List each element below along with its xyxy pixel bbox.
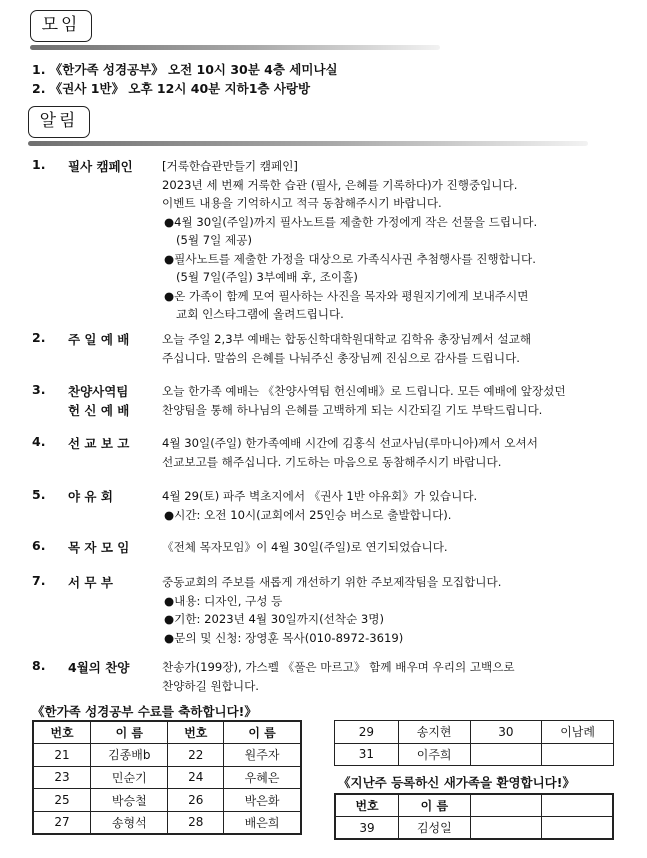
notices-tab: 알림 <box>28 106 90 138</box>
cell-number: 31 <box>335 743 399 766</box>
notice-text-line: 선교보고를 해주십니다. 기도하는 마음으로 동참해주시기 바랍니다. <box>162 454 502 469</box>
gathering-tab: 모임 <box>30 10 92 42</box>
header-number: 번호 <box>33 721 91 744</box>
notice-text-line: 찬양팀을 통해 하나님의 은혜를 고백하게 되는 시간되길 기도 부탁드립니다. <box>162 402 543 417</box>
notice-text-line: 교회 인스타그램에 올려드립니다. <box>176 307 344 321</box>
header-name: 이 름 <box>399 794 471 817</box>
cell-name: 우혜은 <box>224 766 301 789</box>
cell-number: 27 <box>33 811 91 834</box>
notice-label-line: 찬양사역팀 <box>68 384 129 399</box>
notice-number: 7. <box>32 573 46 588</box>
header-empty <box>470 794 541 817</box>
cell-name: 박승철 <box>91 789 168 812</box>
cell-number: 25 <box>33 789 91 812</box>
cell-name <box>542 817 613 840</box>
notice-text-line: 《전체 목자모임》이 4월 30일(주일)로 연기되었습니다. <box>162 540 448 554</box>
cell-name: 박은화 <box>224 789 301 812</box>
notice-label-line: 야 유 회 <box>68 489 113 504</box>
notice-body <box>162 573 642 647</box>
table-row <box>33 744 301 767</box>
cell-number: 39 <box>335 817 399 840</box>
notice-number: 2. <box>32 330 46 345</box>
notice-label-line: 선 교 보 고 <box>68 436 130 451</box>
new-family-header-row <box>335 794 613 817</box>
notice-label-line: 4월의 찬양 <box>68 660 130 675</box>
table-row <box>33 766 301 789</box>
cell-name: 민순기 <box>91 766 168 789</box>
cell-name: 송형석 <box>91 811 168 834</box>
header-empty <box>542 794 613 817</box>
table-row <box>33 811 301 834</box>
cell-name: 원주자 <box>224 744 301 767</box>
notice-bullet: ●4월 30일(주일)까지 필사노트를 제출한 가정에게 작은 선물을 드립니다. <box>164 214 538 229</box>
notice-bullet: ●내용: 디자인, 구성 등 <box>164 593 283 608</box>
notice-text-line: (5월 7일 제공) <box>176 233 252 247</box>
notice-text-line: 오늘 한가족 예배는 《찬양사역팀 헌신예배》로 드립니다. 모든 예배에 앞장섰던 <box>162 384 566 398</box>
study-completion-header-row <box>33 721 301 744</box>
table-row <box>335 817 613 840</box>
table-row <box>335 721 614 744</box>
new-family-table <box>334 793 614 840</box>
study-completion-table <box>32 720 302 835</box>
header-name: 이 름 <box>224 721 301 744</box>
notice-number: 1. <box>32 157 46 172</box>
cell-name: 김성일 <box>399 817 471 840</box>
notice-number: 3. <box>32 382 46 397</box>
notice-number: 5. <box>32 487 46 502</box>
gathering-line-1: 1. 《한가족 성경공부》 오전 10시 30분 4층 세미나실 <box>32 62 338 77</box>
notice-text-line: 오늘 주일 2,3부 예배는 합동신학대학원대학교 김학유 총장님께서 설교해 <box>162 332 532 346</box>
notice-body <box>162 434 642 471</box>
cell-number: 24 <box>168 766 224 789</box>
notice-label-line: 헌 신 예 배 <box>68 403 130 418</box>
notice-label-line: 서 무 부 <box>68 575 113 590</box>
cell-name <box>542 743 614 766</box>
header-number: 번호 <box>335 794 399 817</box>
cell-number: 29 <box>335 721 399 744</box>
notice-text-line: 이벤트 내용을 기억하시고 적극 동참해주시기 바랍니다. <box>162 196 442 210</box>
cell-name: 이주희 <box>398 743 470 766</box>
table-row <box>33 789 301 812</box>
notice-text-line: [거룩한습관만들기 캠페인] <box>162 159 298 173</box>
notices-divider <box>28 141 588 146</box>
notice-text-line: 4월 30일(주일) 한가족예배 시간에 김홍식 선교사님(루마니아)께서 오셔서 <box>162 436 538 450</box>
header-name: 이 름 <box>91 721 168 744</box>
cell-number: 30 <box>470 721 542 744</box>
cell-number: 28 <box>168 811 224 834</box>
notice-text-line: 찬양하길 원합니다. <box>162 678 259 693</box>
cell-name: 이남례 <box>542 721 614 744</box>
notice-text-line: 2023년 세 번째 거룩한 습관 (필사, 은혜를 기록하다)가 진행중입니다. <box>162 177 518 192</box>
notice-text-line: 중동교회의 주보를 새롭게 개선하기 위한 주보제작팀을 모집합니다. <box>162 575 502 589</box>
notice-text-line: 4월 29(토) 파주 벽초지에서 《권사 1반 야유회》가 있습니다. <box>162 489 478 503</box>
notice-text-line: (5월 7일(주일) 3부예배 후, 조이홀) <box>176 270 358 284</box>
cell-name: 송지현 <box>398 721 470 744</box>
notice-label-line: 필사 캠페인 <box>68 159 133 174</box>
notice-body <box>162 382 642 419</box>
cell-name: 김종배b <box>91 744 168 767</box>
cell-number: 21 <box>33 744 91 767</box>
notice-bullet: ●시간: 오전 10시(교회에서 25인승 버스로 출발합니다). <box>164 507 452 522</box>
cell-number <box>470 743 542 766</box>
table-row <box>335 743 614 766</box>
header-number: 번호 <box>168 721 224 744</box>
notice-text-line: 찬송가(199장), 가스펠 《풀은 마르고》 함께 배우며 우리의 고백으로 <box>162 660 515 674</box>
notice-number: 8. <box>32 658 46 673</box>
notice-body <box>162 538 642 557</box>
notice-bullet: ●문의 및 신청: 장영훈 목사(010-8972-3619) <box>164 630 404 645</box>
notice-label-line: 주 일 예 배 <box>68 332 130 347</box>
notice-number: 6. <box>32 538 46 553</box>
study-completion-heading: 《한가족 성경공부 수료를 축하합니다!》 <box>32 704 257 719</box>
study-completion-table-right <box>334 720 614 766</box>
cell-name: 배은희 <box>224 811 301 834</box>
notice-body <box>162 330 642 367</box>
cell-number <box>470 817 541 840</box>
cell-number: 26 <box>168 789 224 812</box>
notice-text-line: 주십니다. 말씀의 은혜를 나눠주신 총장님께 진심으로 감사를 드립니다. <box>162 350 520 365</box>
notice-bullet: ●필사노트를 제출한 가정을 대상으로 가족식사권 추첨행사를 진행합니다. <box>164 251 536 266</box>
notice-bullet: ●온 가족이 함께 모여 필사하는 사진을 목자와 평원지기에게 보내주시면 <box>164 288 529 303</box>
notice-label-line: 목 자 모 임 <box>68 540 130 555</box>
new-family-heading: 《지난주 등록하신 새가족을 환영합니다!》 <box>338 775 575 790</box>
notice-body <box>162 487 642 524</box>
cell-number: 23 <box>33 766 91 789</box>
cell-number: 22 <box>168 744 224 767</box>
notice-number: 4. <box>32 434 46 449</box>
notice-body <box>162 157 642 324</box>
notice-bullet: ●기한: 2023년 4월 30일까지(선착순 3명) <box>164 612 385 626</box>
gathering-divider <box>30 45 440 50</box>
notice-body <box>162 658 642 695</box>
gathering-line-2: 2. 《권사 1반》 오후 12시 40분 지하1층 사랑방 <box>32 81 311 96</box>
